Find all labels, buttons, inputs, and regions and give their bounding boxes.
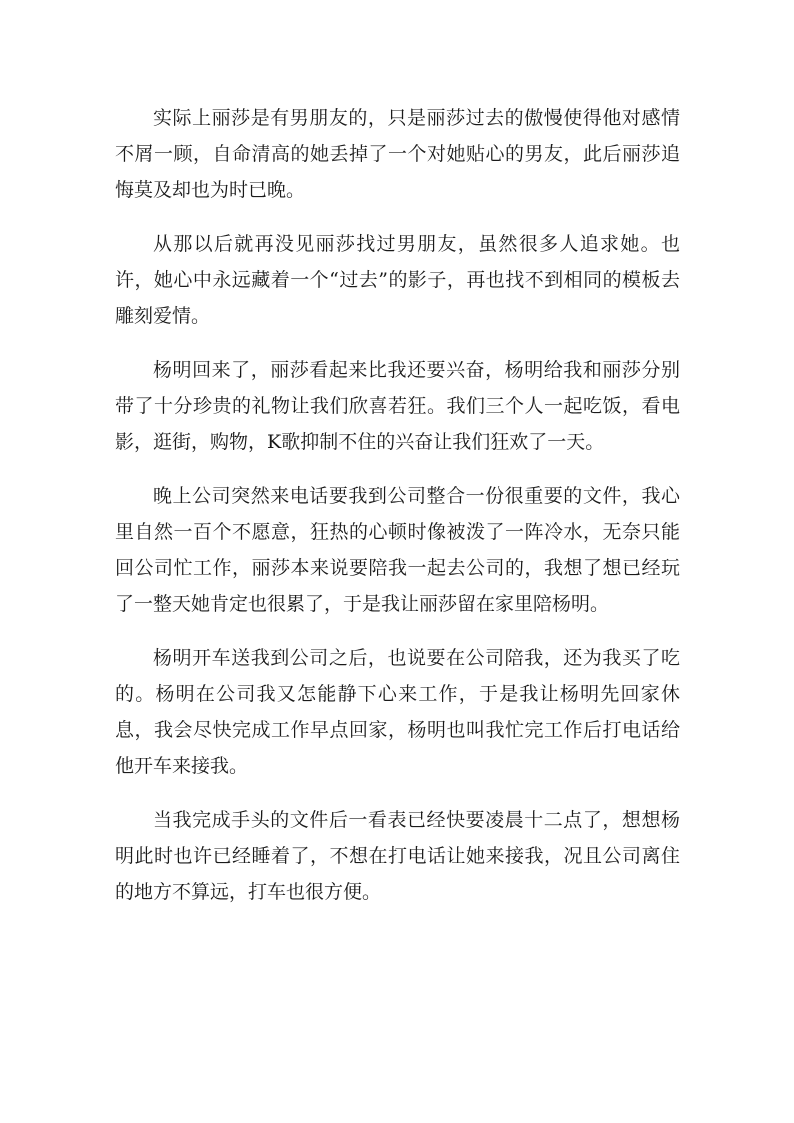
document-body	[115, 100, 680, 928]
paragraph-3: 杨明回来了，丽莎看起来比我还要兴奋，杨明给我和丽莎分别带了十分珍贵的礼物让我们欣喜若狂。我们三个人一起吃饭，看电影，逛街，购物，K歌抑制不住的兴奋让我们狂欢了一天。	[115, 359, 680, 453]
paragraph-4: 晚上公司突然来电话要我到公司整合一份很重要的文件，我心里自然一百个不愿意，狂热的心顿时像被泼了一阵冷水，无奈只能回公司忙工作，丽莎本来说要陪我一起去公司的，我想了想已经玩了一整天她肯定也很累了，于是我让丽莎留在家里陪杨明。	[115, 485, 680, 615]
paragraph-1: 实际上丽莎是有男朋友的，只是丽莎过去的傲慢使得他对感情不屑一顾，自命清高的她丢掉了一个对她贴心的男友，此后丽莎追悔莫及却也为时已晚。	[115, 107, 680, 201]
paragraph-6: 当我完成手头的文件后一看表已经快要凌晨十二点了，想想杨明此时也许已经睡着了，不想在打电话让她来接我，况且公司离住的地方不算远，打车也很方便。	[115, 809, 680, 903]
paragraph-2: 从那以后就再没见丽莎找过男朋友，虽然很多人追求她。也许，她心中永远藏着一个“过去”的影子，再也找不到相同的模板去雕刻爱情。	[115, 233, 680, 327]
paragraph-5: 杨明开车送我到公司之后，也说要在公司陪我，还为我买了吃的。杨明在公司我又怎能静下心来工作，于是我让杨明先回家休息，我会尽快完成工作早点回家，杨明也叫我忙完工作后打电话给他开车来接我。	[115, 647, 680, 777]
